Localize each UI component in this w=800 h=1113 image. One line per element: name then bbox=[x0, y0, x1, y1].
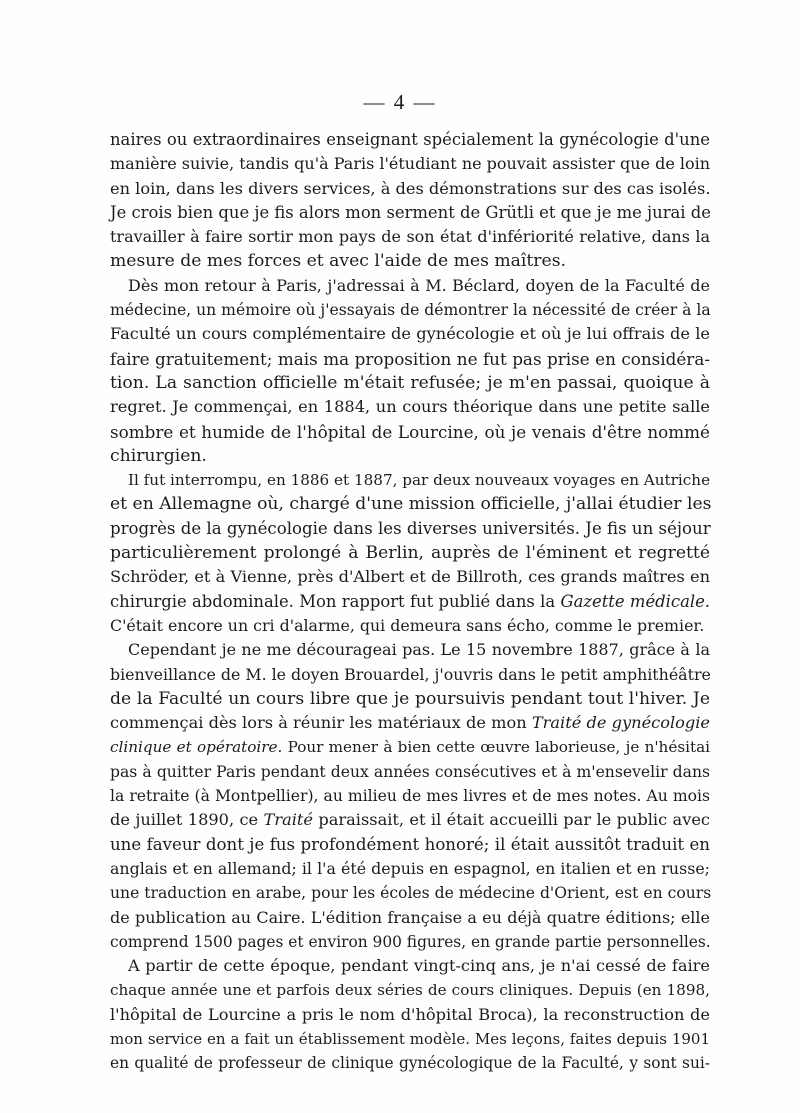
text-line: l'hôpital de Lourcine a pris le nom d'hôpital Broca), la reconstruction de bbox=[110, 1004, 710, 1024]
text-line: A partir de cette époque, pendant vingt-cinq ans, je n'ai cessé de faire bbox=[128, 956, 710, 976]
text-segment: commençai dès lors à réunir les matériaux de mon bbox=[110, 713, 527, 733]
text-line: Je crois bien que je fis alors mon serment de Grütli et que je me jurai de bbox=[110, 202, 711, 222]
text-line: bienveillance de M. le doyen Brouardel, j'ouvris dans le petit amphithéâtre bbox=[110, 664, 711, 684]
italic-title: clinique et opératoire. bbox=[110, 738, 283, 757]
italic-title: Traité de gynécologie bbox=[531, 713, 711, 733]
text-line: de publication au Caire. L'édition française a eu déjà quatre éditions; elle bbox=[110, 907, 710, 927]
text-line: une traduction en arabe, pour les écoles de médecine d'Orient, est en cours bbox=[110, 884, 712, 903]
text-line: comprend 1500 pages et environ 900 figures, en grande partie personnelles. bbox=[110, 932, 711, 951]
italic-title: Traité bbox=[263, 810, 313, 830]
text-line: Cependant je ne me décourageai pas. Le 15 novembre 1887, grâce à la bbox=[128, 640, 710, 660]
text-line bbox=[110, 711, 710, 735]
text-segment: paraissait, et il était accueilli par le public avec bbox=[318, 810, 710, 830]
text-line: en loin, dans les divers services, à des démonstrations sur des cas isolés. bbox=[110, 178, 711, 198]
text-line: tion. La sanction officielle m'était refusée; je m'en passai, quoique à bbox=[110, 372, 710, 393]
text-line: la retraite (à Montpellier), au milieu de mes livres et de mes notes. Au mois bbox=[110, 787, 710, 806]
italic-title: Gazette médicale. bbox=[560, 591, 710, 611]
text-line: regret. Je commençai, en 1884, un cours théorique dans une petite salle bbox=[110, 397, 710, 417]
text-line: pas à quitter Paris pendant deux années consécutives et à m'ensevelir dans bbox=[110, 762, 710, 781]
text-segment: chirurgie abdominale. Mon rapport fut publié dans la bbox=[110, 591, 556, 611]
text-line: naires ou extraordinaires enseignant spécialement la gynécologie d'une bbox=[110, 130, 710, 149]
text-line: médecine, un mémoire où j'essayais de démontrer la nécessité de créer à la bbox=[110, 301, 711, 320]
page-number: — 4 — bbox=[363, 90, 437, 114]
text-line: Il fut interrompu, en 1886 et 1887, par deux nouveaux voyages en Autriche bbox=[128, 471, 711, 490]
text-line: Schröder, et à Vienne, près d'Albert et de Billroth, ces grands maîtres en bbox=[110, 567, 710, 587]
text-line: manière suivie, tandis qu'à Paris l'étudiant ne pouvait assister que de loin bbox=[110, 154, 711, 174]
text-line: mon service en a fait un établissement modèle. Mes leçons, faites depuis 1901 bbox=[110, 1029, 710, 1048]
text-line: et en Allemagne où, chargé d'une mission officielle, j'allai étudier les bbox=[110, 494, 712, 515]
text-line: Faculté un cours complémentaire de gynécologie et où je lui offrais de le bbox=[110, 324, 710, 344]
text-line: chirurgien. bbox=[110, 445, 207, 466]
text-line: de la Faculté un cours libre que je poursuivis pendant tout l'hiver. Je bbox=[110, 688, 710, 709]
text-line: en qualité de professeur de clinique gynécologique de la Faculté, y sont sui- bbox=[110, 1054, 710, 1073]
text-line: travailler à faire sortir mon pays de son état d'infériorité relative, dans la bbox=[110, 227, 710, 247]
text-segment: de juillet 1890, ce bbox=[110, 810, 259, 830]
text-line bbox=[110, 590, 710, 614]
text-line: anglais et en allemand; il l'a été depuis en espagnol, en italien et en russe; bbox=[110, 858, 710, 878]
text-line: mesure de mes forces et avec l'aide de mes maîtres. bbox=[110, 251, 566, 272]
text-line bbox=[110, 808, 710, 832]
text-line: faire gratuitement; mais ma proposition ne fut pas prise en considéra- bbox=[110, 348, 710, 369]
text-line: progrès de la gynécologie dans les diverses universités. Je fis un séjour bbox=[110, 518, 711, 538]
text-line: C'était encore un cri d'alarme, qui demeura sans écho, comme le premier. bbox=[110, 615, 705, 635]
text-segment: Pour mener à bien cette œuvre laborieuse, je n'hésitai bbox=[287, 738, 710, 757]
text-line: particulièrement prolongé à Berlin, auprès de l'éminent et regretté bbox=[110, 543, 710, 564]
text-line: sombre et humide de l'hôpital de Lourcine, où je venais d'être nommé bbox=[110, 421, 710, 442]
text-line: Dès mon retour à Paris, j'adressai à M. Béclard, doyen de la Faculté de bbox=[128, 275, 710, 295]
text-line: une faveur dont je fus profondément honoré; il était aussitôt traduit en bbox=[110, 834, 710, 854]
body-text bbox=[110, 128, 710, 1076]
text-line bbox=[110, 735, 710, 759]
text-line: chaque année une et parfois deux séries de cours cliniques. Depuis (en 1898, bbox=[110, 981, 710, 1000]
